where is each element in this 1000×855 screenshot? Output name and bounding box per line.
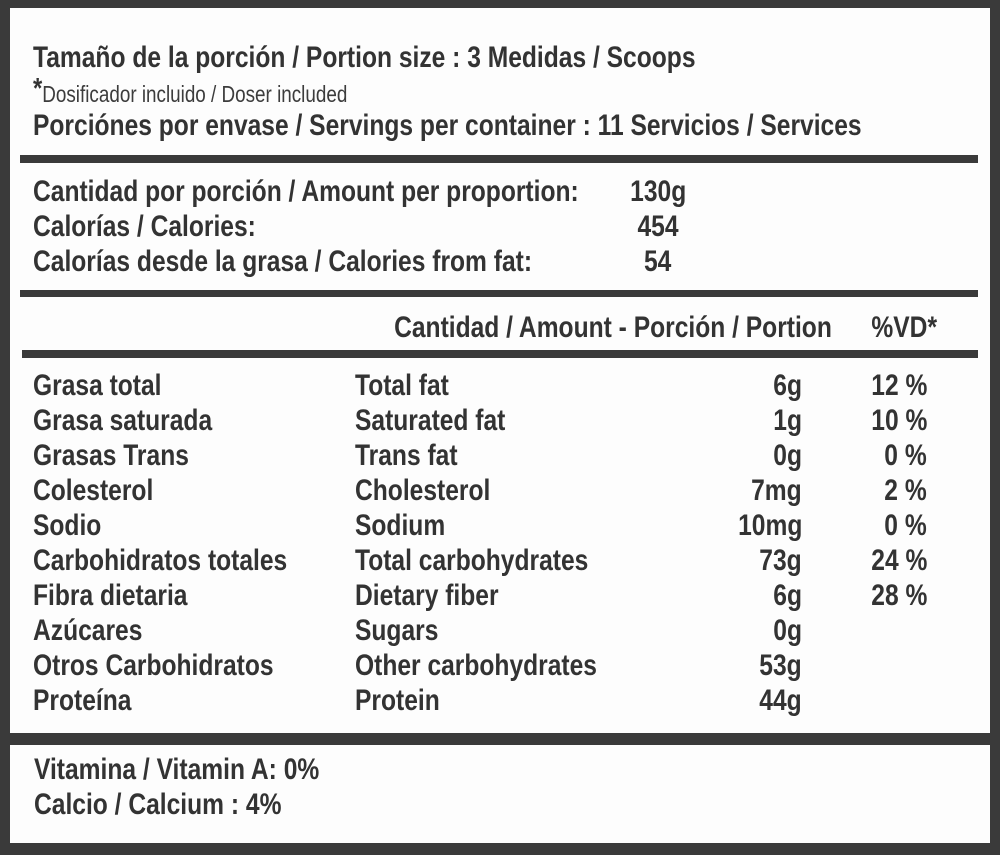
amount-row-label: Cantidad por porción / Amount per proportion: xyxy=(33,175,579,208)
vitamin-row xyxy=(10,752,990,787)
nutrient-amount: 6g xyxy=(773,579,802,612)
nutrient-amount: 1g xyxy=(773,404,802,437)
nutrient-amount: 0g xyxy=(773,614,802,647)
nutrient-amount: 53g xyxy=(759,649,802,682)
table-row xyxy=(10,578,990,613)
amount-row xyxy=(10,244,990,279)
amount-row-value: 54 xyxy=(644,245,672,278)
portion-size-line xyxy=(33,40,841,75)
nutrient-name-es: Azúcares xyxy=(33,614,143,647)
label-footer-panel xyxy=(10,745,990,843)
amount-row xyxy=(10,174,990,209)
nutrient-dv: 24 % xyxy=(870,544,927,577)
section-divider xyxy=(20,155,978,163)
nutrient-name-es: Colesterol xyxy=(33,474,154,507)
nutrient-name-es: Fibra dietaria xyxy=(33,579,188,612)
nutrient-amount: 0g xyxy=(773,439,802,472)
doser-note-line xyxy=(33,73,416,108)
column-header-vd: %VD* xyxy=(871,311,937,344)
table-row xyxy=(10,613,990,648)
amounts-section xyxy=(10,174,990,279)
table-column-header xyxy=(10,310,990,345)
nutrient-name-es: Grasas Trans xyxy=(33,439,189,472)
nutrient-name-en: Total carbohydrates xyxy=(355,544,589,577)
amount-row-value: 130g xyxy=(629,175,687,208)
nutrient-dv: 2 % xyxy=(884,474,927,507)
nutrient-name-en: Sugars xyxy=(355,614,439,647)
nutrient-amount: 10mg xyxy=(737,509,802,542)
vitamin-row xyxy=(10,787,990,822)
nutrient-amount: 6g xyxy=(773,369,802,402)
nutrient-name-en: Total fat xyxy=(355,369,449,402)
nutrient-name-es: Carbohidratos totales xyxy=(33,544,288,577)
portion-size-text: Tamaño de la porción / Portion size : 3 Medidas / Scoops xyxy=(33,41,696,74)
table-row xyxy=(10,683,990,718)
table-row xyxy=(10,543,990,578)
asterisk-mark: * xyxy=(33,73,43,105)
nutrient-name-es: Otros Carbohidratos xyxy=(33,649,274,682)
servings-text: Porciónes por envase / Servings per container : 11 Servicios / Services xyxy=(33,109,862,142)
table-row xyxy=(10,508,990,543)
nutrient-name-es: Proteína xyxy=(33,684,132,717)
amount-row-value: 454 xyxy=(637,210,679,243)
amount-row-label: Calorías / Calories: xyxy=(33,210,256,243)
nutrient-name-en: Trans fat xyxy=(355,439,458,472)
doser-note-text: Dosificador incluido / Doser included xyxy=(42,81,348,107)
nutrient-name-en: Protein xyxy=(355,684,440,717)
table-row xyxy=(10,403,990,438)
amount-row xyxy=(10,209,990,244)
nutrient-dv: 28 % xyxy=(870,579,927,612)
doser-note-wrap xyxy=(33,73,348,108)
nutrient-name-en: Other carbohydrates xyxy=(355,649,597,682)
nutrient-amount: 44g xyxy=(759,684,802,717)
nutrient-name-es: Sodio xyxy=(33,509,102,542)
label-main-panel xyxy=(10,8,990,733)
servings-line xyxy=(33,108,1000,143)
nutrient-name-en: Dietary fiber xyxy=(355,579,499,612)
amount-row-label: Calorías desde la grasa / Calories from fat: xyxy=(33,245,533,278)
table-row xyxy=(10,368,990,403)
nutrient-name-en: Saturated fat xyxy=(355,404,506,437)
column-header-amount: Cantidad / Amount - Porción / Portion xyxy=(394,311,832,344)
vitamins-section xyxy=(10,752,990,822)
nutrient-dv: 10 % xyxy=(870,404,927,437)
section-divider xyxy=(20,290,978,297)
nutrient-dv: 0 % xyxy=(884,509,927,542)
nutrient-table xyxy=(10,368,990,718)
table-row xyxy=(10,473,990,508)
nutrient-name-es: Grasa saturada xyxy=(33,404,213,437)
nutrient-name-en: Cholesterol xyxy=(355,474,491,507)
nutrient-amount: 7mg xyxy=(751,474,802,507)
nutrient-amount: 73g xyxy=(759,544,802,577)
nutrient-name-en: Sodium xyxy=(355,509,446,542)
header-divider xyxy=(22,350,978,358)
table-row xyxy=(10,438,990,473)
nutrient-dv: 0 % xyxy=(884,439,927,472)
nutrient-name-es: Grasa total xyxy=(33,369,162,402)
table-row xyxy=(10,648,990,683)
calcium-line: Calcio / Calcium : 4% xyxy=(34,788,282,821)
vitamin-a-line: Vitamina / Vitamin A: 0% xyxy=(34,753,320,786)
nutrient-dv: 12 % xyxy=(870,369,927,402)
